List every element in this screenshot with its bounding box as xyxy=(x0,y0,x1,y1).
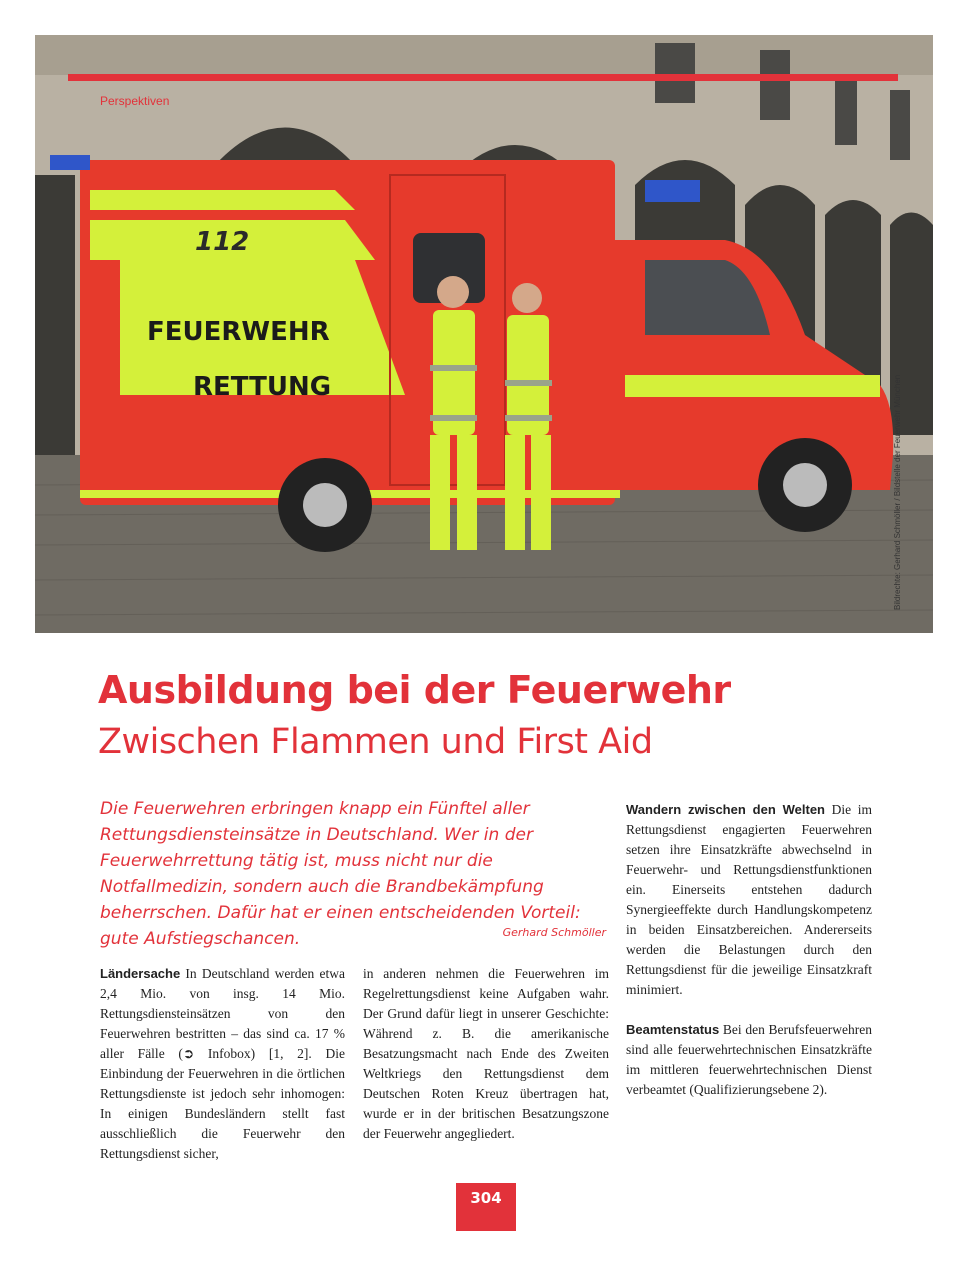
section-label: Perspektiven xyxy=(100,94,170,108)
article-lead: Die Feuerwehren erbringen knapp ein Fünftel aller Rettungsdiensteinsätze in Deutschland. Wer in der Feuerwehrrettung tätig ist, muss nicht nur die Notfallmedizin, sondern auch die Brandbekämpfung beherrschen. Dafür hat er einen entscheidenden Vorteil: gute Aufstiegschancen. xyxy=(100,799,581,949)
fire-rescue-vehicle-illustration xyxy=(35,35,933,633)
column-1-text: In Deutschland werden etwa 2,4 Mio. von insg. 14 Mio. Rettungsdiensteinsätzen von den Feuerwehren bestritten – das sind ca. 17 % aller Fälle (➲ Infobox) [1, 2]. Die Einbindung der Feuerwehren in die örtlichen Rettungsdienste ist jedoch sehr inhomogen: In einigen Bundesländern stellt fast ausschließlich die Feuerwehr den Rettungsdienst sicher, xyxy=(100,966,345,1161)
section-head-beamtenstatus: Beamtenstatus xyxy=(626,1022,720,1037)
section-head-laendersache: Ländersache xyxy=(100,966,181,981)
section-head-wandern: Wandern zwischen den Welten xyxy=(626,802,825,817)
column-3 xyxy=(626,800,872,1120)
paragraph-beamtenstatus-text: Bei den Berufsfeuerwehren sind alle feuerwehrtechnischen Einsatzkräfte im mittleren feuerwehrtechnischen Dienst verbeamtet (Qualifizierungsebene 2). xyxy=(626,1022,872,1097)
photo-credit: Bildrechte: Gerhard Schmöller / Bildstelle der Feuerwehr München xyxy=(893,374,902,610)
cover-photo xyxy=(35,35,933,633)
page-number: 304 xyxy=(456,1183,516,1231)
column-1 xyxy=(100,964,345,1164)
article-title: Ausbildung bei der Feuerwehr xyxy=(98,668,731,712)
article-subtitle: Zwischen Flammen und First Aid xyxy=(98,722,653,762)
paragraph-wandern-text: Die im Rettungsdienst engagierten Feuerwehren setzen ihre Einsatzkräfte abwechselnd in Feuerwehr- und Rettungsdienstfunktionen ein. Einerseits entstehen dadurch Synergieeffekte durch Handlungskompetenz in beiden Einsatzbereichen. Andererseits werden die Belastungen durch den Rettungsdienst für die jeweilige Einsatzkraft minimiert. xyxy=(626,802,872,997)
article-author: Gerhard Schmöller xyxy=(502,926,606,939)
column-2-text: in anderen nehmen die Feuerwehren im Regelrettungsdienst keine Aufgaben wahr. Der Grund dafür liegt in unserer Geschichte: Während z. B. die amerikanische Besatzungsmacht nach Ende des Zweiten Weltkriegs den Rettungsdienst dem Deutschen Roten Kreuz übertragen hat, wurde er in der britischen Besatzungszone der Feuerwehr angegliedert. xyxy=(363,966,609,1141)
top-accent-bar xyxy=(68,74,898,81)
truck-text-rettung: RETTUNG xyxy=(193,372,332,402)
truck-number: 112 xyxy=(195,227,250,257)
truck-text-feuerwehr: FEUERWEHR xyxy=(147,317,330,347)
paragraph-wandern xyxy=(626,800,872,1000)
paragraph-beamtenstatus xyxy=(626,1020,872,1100)
column-2 xyxy=(363,964,609,1144)
